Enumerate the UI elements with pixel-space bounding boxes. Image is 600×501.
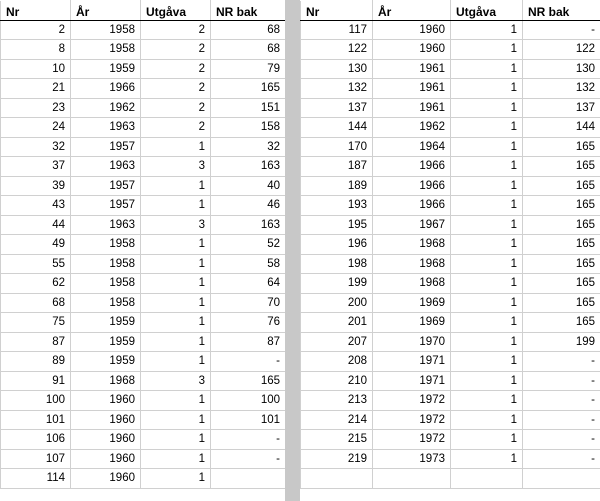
cell-ar[interactable]: 1960: [373, 40, 451, 60]
cell-utgava[interactable]: 1: [141, 352, 211, 372]
cell-nr[interactable]: 208: [301, 352, 373, 372]
cell-utgava[interactable]: 1: [141, 410, 211, 430]
cell-utgava[interactable]: 1: [451, 137, 523, 157]
left-pane: [0, 0, 285, 501]
cell-nr-bak[interactable]: 165: [523, 274, 600, 294]
cell-nr-bak[interactable]: -: [211, 352, 286, 372]
table-row[interactable]: [1, 274, 286, 294]
table-row[interactable]: [1, 137, 286, 157]
cell-utgava[interactable]: 1: [451, 118, 523, 138]
table-row[interactable]: [1, 196, 286, 216]
cell-utgava[interactable]: 1: [141, 235, 211, 255]
cell-nr-bak[interactable]: 64: [211, 274, 286, 294]
cell-nr-bak[interactable]: 40: [211, 176, 286, 196]
table-row[interactable]: [301, 313, 600, 333]
cell-nr-bak[interactable]: -: [523, 430, 600, 450]
cell-utgava[interactable]: 1: [141, 274, 211, 294]
cell-ar[interactable]: 1958: [71, 254, 141, 274]
cell-utgava[interactable]: 1: [451, 391, 523, 411]
cell-nr[interactable]: 117: [301, 20, 373, 40]
cell-nr[interactable]: 144: [301, 118, 373, 138]
cell-ar[interactable]: 1958: [71, 293, 141, 313]
cell-nr[interactable]: 55: [1, 254, 71, 274]
cell-nr-bak[interactable]: 165: [523, 313, 600, 333]
cell-nr-bak[interactable]: 158: [211, 118, 286, 138]
cell-nr-bak[interactable]: 165: [523, 196, 600, 216]
cell-utgava[interactable]: 2: [141, 20, 211, 40]
cell-nr[interactable]: 210: [301, 371, 373, 391]
cell-ar[interactable]: 1969: [373, 293, 451, 313]
table-row[interactable]: [301, 137, 600, 157]
cell-nr[interactable]: 87: [1, 332, 71, 352]
cell-utgava[interactable]: 1: [141, 293, 211, 313]
cell-ar[interactable]: 1960: [71, 430, 141, 450]
table-row[interactable]: [1, 352, 286, 372]
cell-nr[interactable]: 196: [301, 235, 373, 255]
cell-nr-bak[interactable]: 165: [523, 215, 600, 235]
table-row[interactable]: [1, 157, 286, 177]
cell-utgava[interactable]: 2: [141, 118, 211, 138]
cell-utgava[interactable]: 1: [451, 371, 523, 391]
cell-ar[interactable]: 1960: [71, 391, 141, 411]
cell-utgava[interactable]: 1: [451, 332, 523, 352]
table-row[interactable]: [301, 352, 600, 372]
cell-nr-bak[interactable]: 58: [211, 254, 286, 274]
cell-nr[interactable]: 24: [1, 118, 71, 138]
cell-nr-bak[interactable]: 52: [211, 235, 286, 255]
column-header-nr-bak[interactable]: NR bak: [211, 1, 286, 21]
table-row[interactable]: [1, 332, 286, 352]
cell-ar[interactable]: 1972: [373, 410, 451, 430]
cell-nr-bak[interactable]: 101: [211, 410, 286, 430]
cell-nr-bak[interactable]: 76: [211, 313, 286, 333]
cell-ar[interactable]: 1957: [71, 196, 141, 216]
cell-ar[interactable]: 1966: [373, 157, 451, 177]
cell-ar[interactable]: 1973: [373, 449, 451, 469]
column-header-ar[interactable]: År: [373, 1, 451, 21]
cell-utgava[interactable]: 1: [451, 157, 523, 177]
cell-ar[interactable]: 1961: [373, 98, 451, 118]
cell-utgava[interactable]: 2: [141, 59, 211, 79]
cell-ar[interactable]: 1968: [71, 371, 141, 391]
cell-nr[interactable]: 219: [301, 449, 373, 469]
cell-nr[interactable]: 43: [1, 196, 71, 216]
cell-nr[interactable]: 44: [1, 215, 71, 235]
cell-utgava[interactable]: 2: [141, 98, 211, 118]
column-divider: [285, 0, 300, 501]
table-row[interactable]: [1, 215, 286, 235]
table-row[interactable]: [1, 313, 286, 333]
cell-ar[interactable]: 1971: [373, 352, 451, 372]
cell-nr-bak[interactable]: 165: [523, 254, 600, 274]
table-row[interactable]: [301, 391, 600, 411]
cell-ar[interactable]: 1968: [373, 274, 451, 294]
cell-nr-bak[interactable]: 87: [211, 332, 286, 352]
cell-ar[interactable]: 1970: [373, 332, 451, 352]
cell-nr-bak[interactable]: -: [523, 449, 600, 469]
table-row[interactable]: [301, 196, 600, 216]
right-table: [300, 0, 600, 489]
cell-utgava[interactable]: 3: [141, 215, 211, 235]
table-row[interactable]: [1, 469, 286, 489]
cell-ar[interactable]: 1957: [71, 137, 141, 157]
cell-nr[interactable]: 189: [301, 176, 373, 196]
table-row[interactable]: [301, 176, 600, 196]
cell-nr[interactable]: 132: [301, 79, 373, 99]
cell-utgava[interactable]: 1: [141, 391, 211, 411]
cell-nr[interactable]: 201: [301, 313, 373, 333]
cell-nr[interactable]: 10: [1, 59, 71, 79]
cell-nr-bak[interactable]: -: [211, 430, 286, 450]
cell-nr-bak[interactable]: -: [523, 371, 600, 391]
header-row: [301, 1, 600, 21]
cell-ar[interactable]: 1960: [373, 20, 451, 40]
cell-nr[interactable]: 106: [1, 430, 71, 450]
cell-nr-bak[interactable]: -: [523, 391, 600, 411]
cell-nr[interactable]: 193: [301, 196, 373, 216]
cell-nr-bak[interactable]: 132: [523, 79, 600, 99]
cell-ar[interactable]: 1959: [71, 352, 141, 372]
cell-nr[interactable]: 8: [1, 40, 71, 60]
table-row[interactable]: [301, 410, 600, 430]
cell-nr-bak[interactable]: 100: [211, 391, 286, 411]
cell-utgava[interactable]: 1: [141, 449, 211, 469]
cell-nr-bak[interactable]: 163: [211, 157, 286, 177]
table-row[interactable]: [301, 430, 600, 450]
cell-nr-bak[interactable]: 68: [211, 20, 286, 40]
cell-utgava[interactable]: 1: [451, 20, 523, 40]
cell-utgava[interactable]: 3: [141, 371, 211, 391]
header-row: [1, 1, 286, 21]
cell-nr[interactable]: 170: [301, 137, 373, 157]
cell-nr[interactable]: 187: [301, 157, 373, 177]
table-row[interactable]: [1, 410, 286, 430]
cell-nr[interactable]: 101: [1, 410, 71, 430]
cell-nr[interactable]: 49: [1, 235, 71, 255]
table-row[interactable]: [1, 118, 286, 138]
table-row[interactable]: [301, 98, 600, 118]
cell-utgava[interactable]: 1: [451, 313, 523, 333]
cell-nr[interactable]: 130: [301, 59, 373, 79]
cell-utgava[interactable]: 1: [451, 430, 523, 450]
cell-nr-bak[interactable]: 165: [523, 235, 600, 255]
cell-utgava[interactable]: 1: [451, 449, 523, 469]
table-row[interactable]: [301, 371, 600, 391]
left-table-header: [1, 1, 286, 21]
cell-nr[interactable]: 23: [1, 98, 71, 118]
cell-nr-bak[interactable]: 165: [523, 157, 600, 177]
cell-nr[interactable]: 137: [301, 98, 373, 118]
cell-ar[interactable]: 1960: [71, 449, 141, 469]
table-row[interactable]: [1, 391, 286, 411]
cell-nr[interactable]: 199: [301, 274, 373, 294]
cell-nr-bak[interactable]: 79: [211, 59, 286, 79]
column-header-nr[interactable]: Nr: [1, 1, 71, 21]
table-row[interactable]: [1, 371, 286, 391]
cell-ar[interactable]: 1963: [71, 118, 141, 138]
cell-utgava[interactable]: 1: [451, 40, 523, 60]
column-header-ar[interactable]: År: [71, 1, 141, 21]
cell-ar[interactable]: 1957: [71, 176, 141, 196]
table-row[interactable]: [1, 40, 286, 60]
cell-utgava[interactable]: 1: [141, 332, 211, 352]
cell-nr-bak[interactable]: -: [523, 410, 600, 430]
cell-nr[interactable]: 122: [301, 40, 373, 60]
table-row[interactable]: [301, 20, 600, 40]
cell-ar[interactable]: 1961: [373, 59, 451, 79]
column-header-utgava[interactable]: Utgåva: [141, 1, 211, 21]
cell-utgava[interactable]: 1: [141, 313, 211, 333]
cell-ar[interactable]: 1966: [373, 176, 451, 196]
table-row[interactable]: [301, 274, 600, 294]
column-header-nr[interactable]: Nr: [301, 1, 373, 21]
cell-nr[interactable]: 62: [1, 274, 71, 294]
cell-utgava[interactable]: 1: [451, 254, 523, 274]
cell-nr[interactable]: 100: [1, 391, 71, 411]
cell-nr-bak[interactable]: [211, 469, 286, 489]
cell-utgava[interactable]: 1: [141, 430, 211, 450]
cell-nr-bak[interactable]: 70: [211, 293, 286, 313]
table-row[interactable]: [1, 79, 286, 99]
table-row[interactable]: [1, 235, 286, 255]
table-row[interactable]: [301, 332, 600, 352]
cell-empty[interactable]: [451, 469, 523, 489]
table-row[interactable]: [1, 430, 286, 450]
cell-nr[interactable]: 215: [301, 430, 373, 450]
cell-nr-bak[interactable]: 130: [523, 59, 600, 79]
cell-empty[interactable]: [523, 469, 600, 489]
cell-nr-bak[interactable]: 165: [523, 137, 600, 157]
table-row[interactable]: [301, 254, 600, 274]
cell-utgava[interactable]: 1: [451, 196, 523, 216]
cell-utgava[interactable]: 3: [141, 157, 211, 177]
cell-nr-bak[interactable]: 68: [211, 40, 286, 60]
table-row[interactable]: [301, 79, 600, 99]
cell-ar[interactable]: 1964: [373, 137, 451, 157]
cell-empty[interactable]: [301, 469, 373, 489]
table-row[interactable]: [1, 98, 286, 118]
cell-ar[interactable]: 1971: [373, 371, 451, 391]
table-row[interactable]: [301, 235, 600, 255]
cell-nr[interactable]: 207: [301, 332, 373, 352]
cell-nr-bak[interactable]: 137: [523, 98, 600, 118]
column-header-nr-bak[interactable]: NR bak: [523, 1, 600, 21]
table-row[interactable]: [301, 449, 600, 469]
cell-nr[interactable]: 195: [301, 215, 373, 235]
table-row[interactable]: [1, 176, 286, 196]
cell-ar[interactable]: 1960: [71, 410, 141, 430]
cell-nr[interactable]: 75: [1, 313, 71, 333]
table-row[interactable]: [1, 449, 286, 469]
table-row[interactable]: [1, 254, 286, 274]
table-row[interactable]: [301, 40, 600, 60]
cell-empty[interactable]: [373, 469, 451, 489]
cell-nr[interactable]: 214: [301, 410, 373, 430]
cell-ar[interactable]: 1962: [71, 98, 141, 118]
cell-ar[interactable]: 1958: [71, 40, 141, 60]
table-row[interactable]: [301, 118, 600, 138]
cell-nr[interactable]: 21: [1, 79, 71, 99]
cell-nr[interactable]: 107: [1, 449, 71, 469]
cell-nr[interactable]: 89: [1, 352, 71, 372]
table-row[interactable]: [1, 20, 286, 40]
cell-ar[interactable]: 1960: [71, 469, 141, 489]
cell-nr[interactable]: 68: [1, 293, 71, 313]
cell-ar[interactable]: 1966: [373, 196, 451, 216]
cell-utgava[interactable]: 1: [141, 176, 211, 196]
cell-nr-bak[interactable]: -: [211, 449, 286, 469]
cell-ar[interactable]: 1962: [373, 118, 451, 138]
cell-nr-bak[interactable]: -: [523, 352, 600, 372]
cell-nr-bak[interactable]: 144: [523, 118, 600, 138]
cell-nr-bak[interactable]: 165: [523, 293, 600, 313]
right-pane: [300, 0, 600, 501]
cell-ar[interactable]: 1969: [373, 313, 451, 333]
cell-ar[interactable]: 1966: [71, 79, 141, 99]
cell-ar[interactable]: 1968: [373, 254, 451, 274]
cell-nr[interactable]: 39: [1, 176, 71, 196]
cell-nr-bak[interactable]: 199: [523, 332, 600, 352]
cell-ar[interactable]: 1958: [71, 235, 141, 255]
cell-ar[interactable]: 1972: [373, 391, 451, 411]
cell-utgava[interactable]: 1: [451, 215, 523, 235]
cell-nr[interactable]: 213: [301, 391, 373, 411]
cell-nr[interactable]: 198: [301, 254, 373, 274]
cell-ar[interactable]: 1959: [71, 59, 141, 79]
cell-nr-bak[interactable]: 163: [211, 215, 286, 235]
cell-ar[interactable]: 1958: [71, 20, 141, 40]
table-row[interactable]: [301, 469, 600, 489]
table-row[interactable]: [301, 157, 600, 177]
table-row[interactable]: [301, 59, 600, 79]
cell-nr-bak[interactable]: 151: [211, 98, 286, 118]
cell-ar[interactable]: 1963: [71, 215, 141, 235]
table-row[interactable]: [1, 59, 286, 79]
table-row[interactable]: [301, 215, 600, 235]
cell-utgava[interactable]: 1: [451, 79, 523, 99]
cell-utgava[interactable]: 1: [141, 254, 211, 274]
cell-utgava[interactable]: 1: [141, 137, 211, 157]
cell-nr-bak[interactable]: 32: [211, 137, 286, 157]
cell-utgava[interactable]: 1: [451, 235, 523, 255]
cell-utgava[interactable]: 1: [141, 469, 211, 489]
cell-utgava[interactable]: 1: [451, 410, 523, 430]
column-header-utgava[interactable]: Utgåva: [451, 1, 523, 21]
cell-ar[interactable]: 1963: [71, 157, 141, 177]
cell-ar[interactable]: 1958: [71, 274, 141, 294]
cell-ar[interactable]: 1959: [71, 332, 141, 352]
cell-nr-bak[interactable]: 165: [211, 79, 286, 99]
cell-utgava[interactable]: 1: [451, 176, 523, 196]
cell-ar[interactable]: 1959: [71, 313, 141, 333]
cell-nr[interactable]: 2: [1, 20, 71, 40]
cell-nr[interactable]: 114: [1, 469, 71, 489]
cell-nr[interactable]: 37: [1, 157, 71, 177]
left-table-body: [1, 20, 286, 488]
cell-utgava[interactable]: 1: [451, 293, 523, 313]
cell-utgava[interactable]: 1: [451, 352, 523, 372]
cell-nr-bak[interactable]: 46: [211, 196, 286, 216]
cell-ar[interactable]: 1967: [373, 215, 451, 235]
cell-ar[interactable]: 1968: [373, 235, 451, 255]
cell-utgava[interactable]: 2: [141, 40, 211, 60]
cell-ar[interactable]: 1972: [373, 430, 451, 450]
cell-utgava[interactable]: 1: [451, 274, 523, 294]
cell-utgava[interactable]: 1: [451, 98, 523, 118]
cell-nr-bak[interactable]: 165: [523, 176, 600, 196]
cell-nr-bak[interactable]: -: [523, 20, 600, 40]
table-row[interactable]: [301, 293, 600, 313]
left-table: [0, 0, 286, 489]
cell-nr[interactable]: 200: [301, 293, 373, 313]
cell-utgava[interactable]: 1: [451, 59, 523, 79]
cell-nr[interactable]: 32: [1, 137, 71, 157]
cell-nr[interactable]: 91: [1, 371, 71, 391]
cell-ar[interactable]: 1961: [373, 79, 451, 99]
cell-nr-bak[interactable]: 165: [211, 371, 286, 391]
cell-nr-bak[interactable]: 122: [523, 40, 600, 60]
table-row[interactable]: [1, 293, 286, 313]
right-table-body: [301, 20, 600, 488]
cell-utgava[interactable]: 2: [141, 79, 211, 99]
cell-utgava[interactable]: 1: [141, 196, 211, 216]
right-table-header: [301, 1, 600, 21]
